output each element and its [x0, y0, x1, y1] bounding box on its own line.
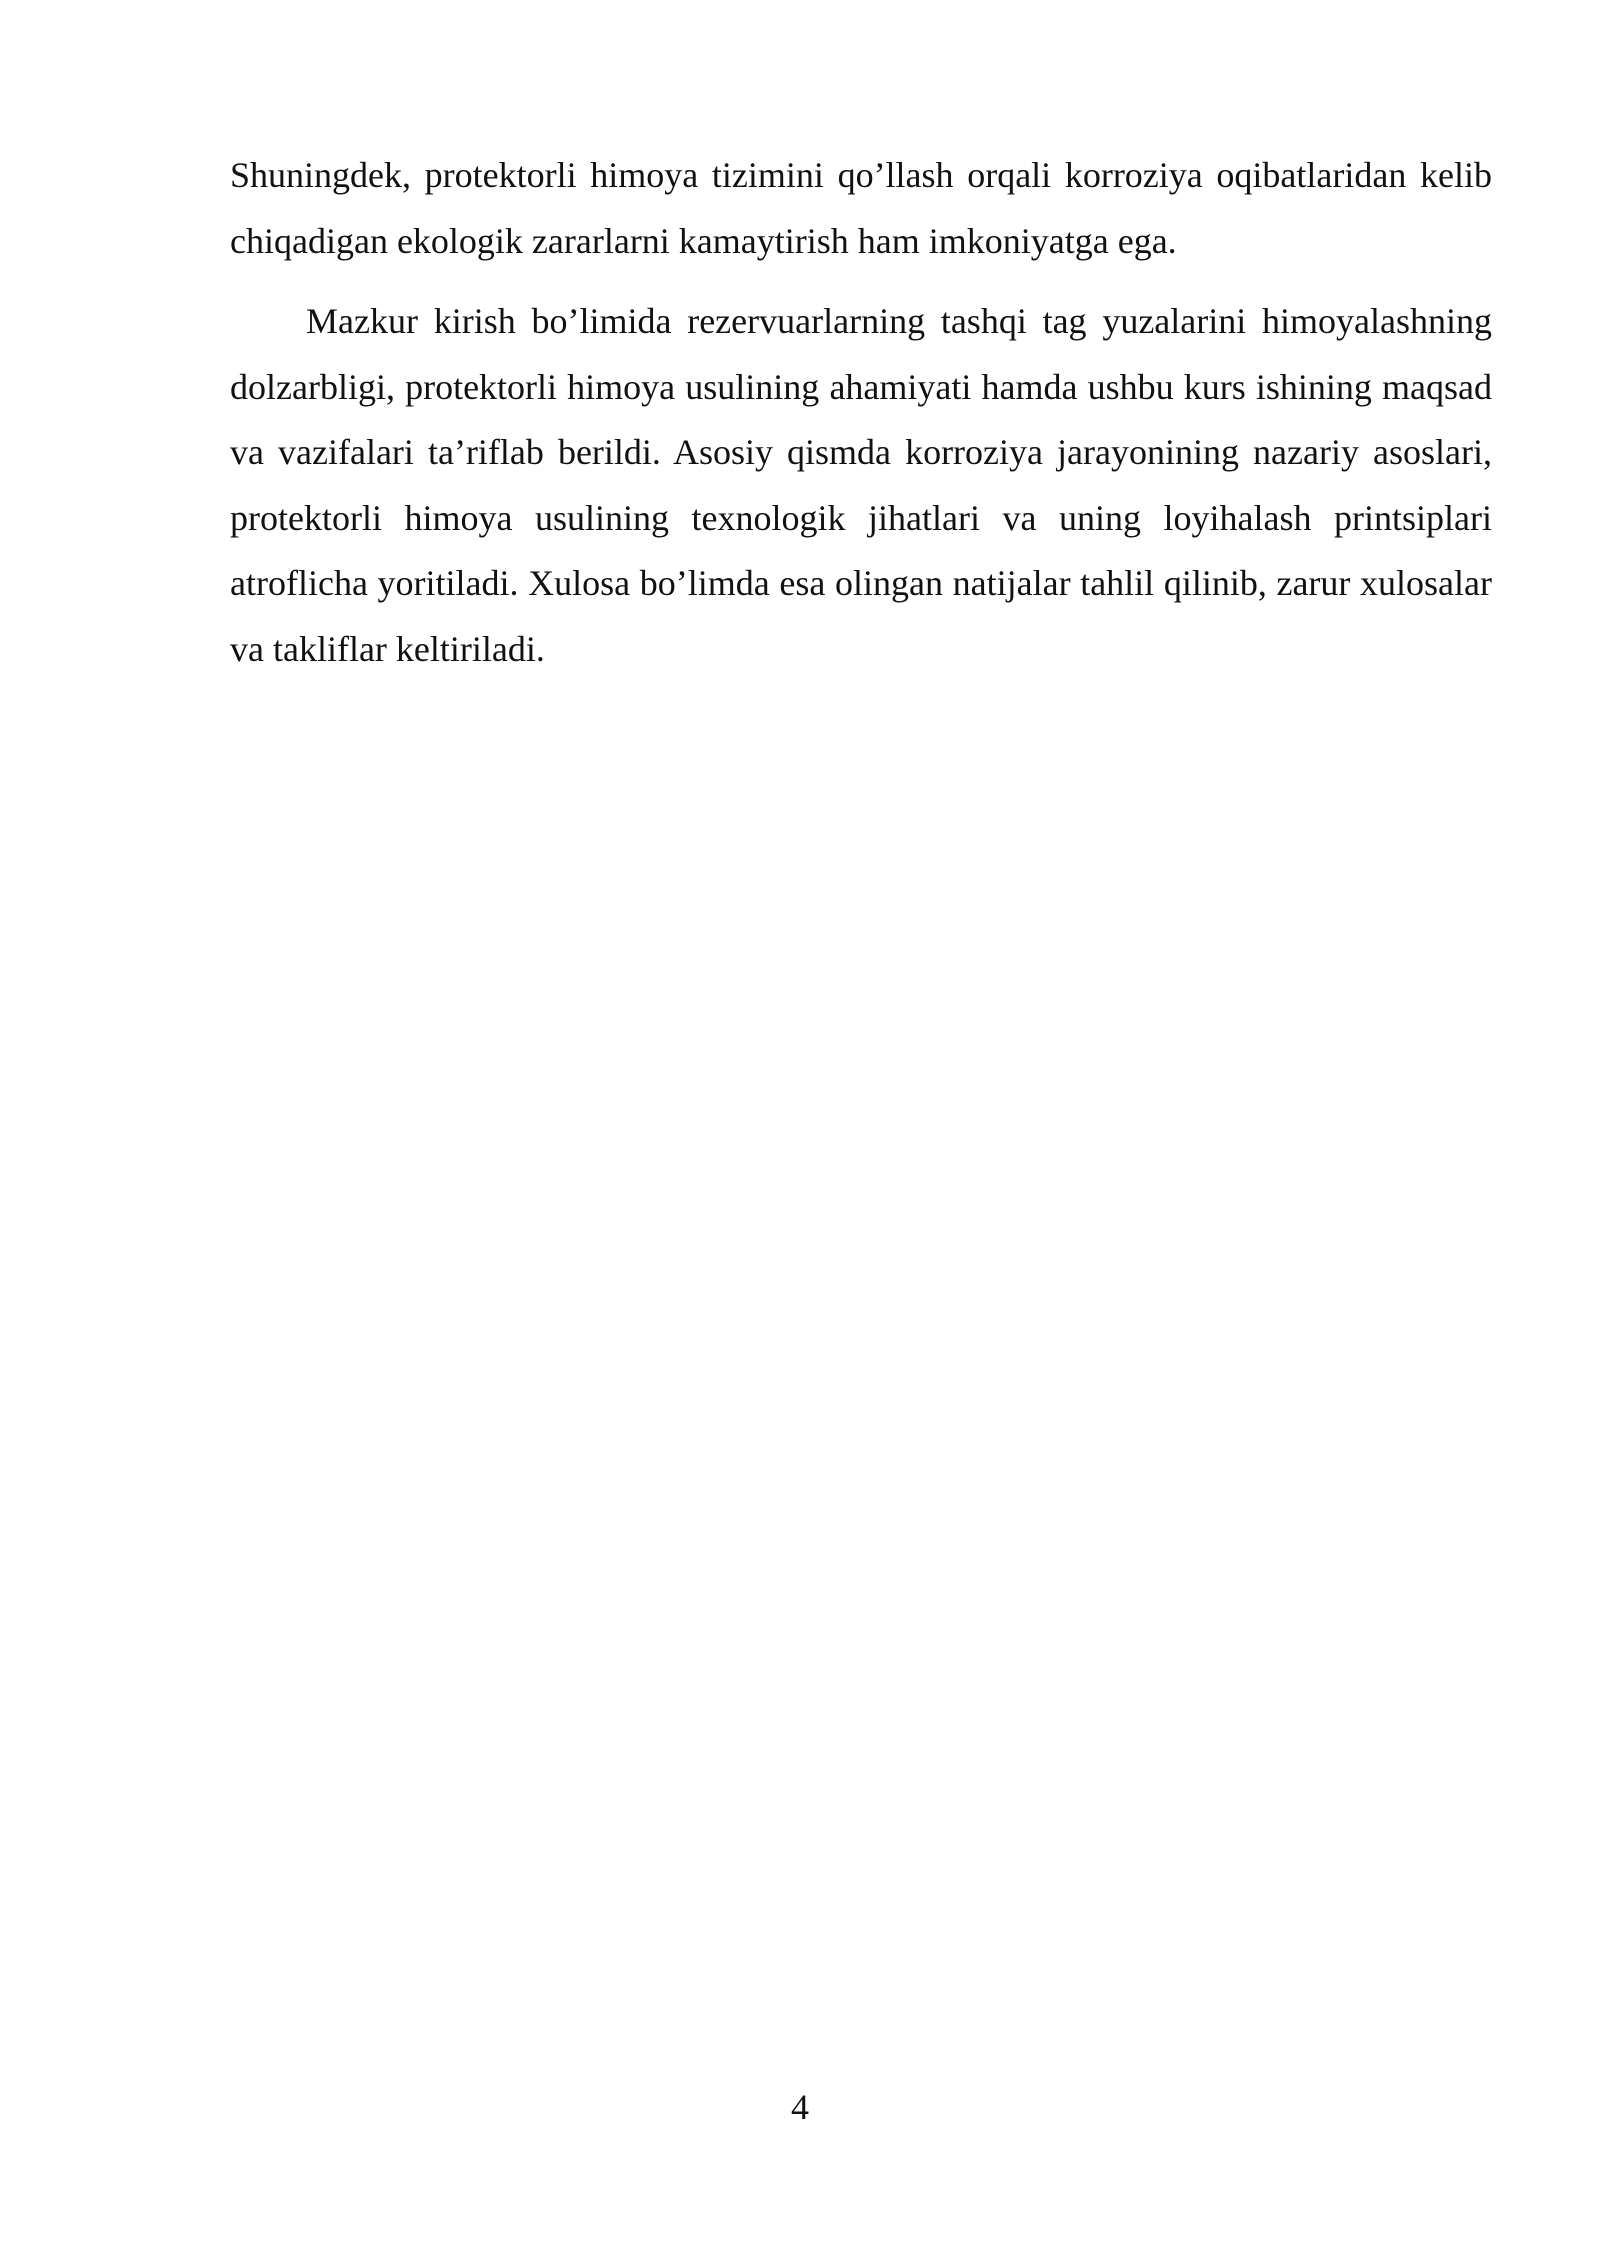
- body-text: [230, 143, 1492, 682]
- paragraph-continuation: Shuningdek, protektorli himoya tizimini qo’llash orqali korroziya oqibatlaridan kelib chiqadigan ekologik zararlarni kamaytirish ham imkoniyatga ega.: [230, 155, 1492, 261]
- page-number: 4: [791, 2087, 809, 2127]
- paragraph-summary: Mazkur kirish bo’limida rezervuarlarning tashqi tag yuzalarini himoyalashning dolzarbligi, protektorli himoya usulining ahamiyati hamda ushbu kurs ishining maqsad va vazifalari ta’riflab berildi. Asosiy qismda korroziya jarayonining nazariy asoslari, protektorli himoya usulining texnologik jihatlari va uning loyihalash printsiplari atroflicha yoritiladi. Xulosa bo’limda esa olingan natijalar tahlil qilinib, zarur xulosalar va takliflar keltiriladi.: [230, 301, 1492, 669]
